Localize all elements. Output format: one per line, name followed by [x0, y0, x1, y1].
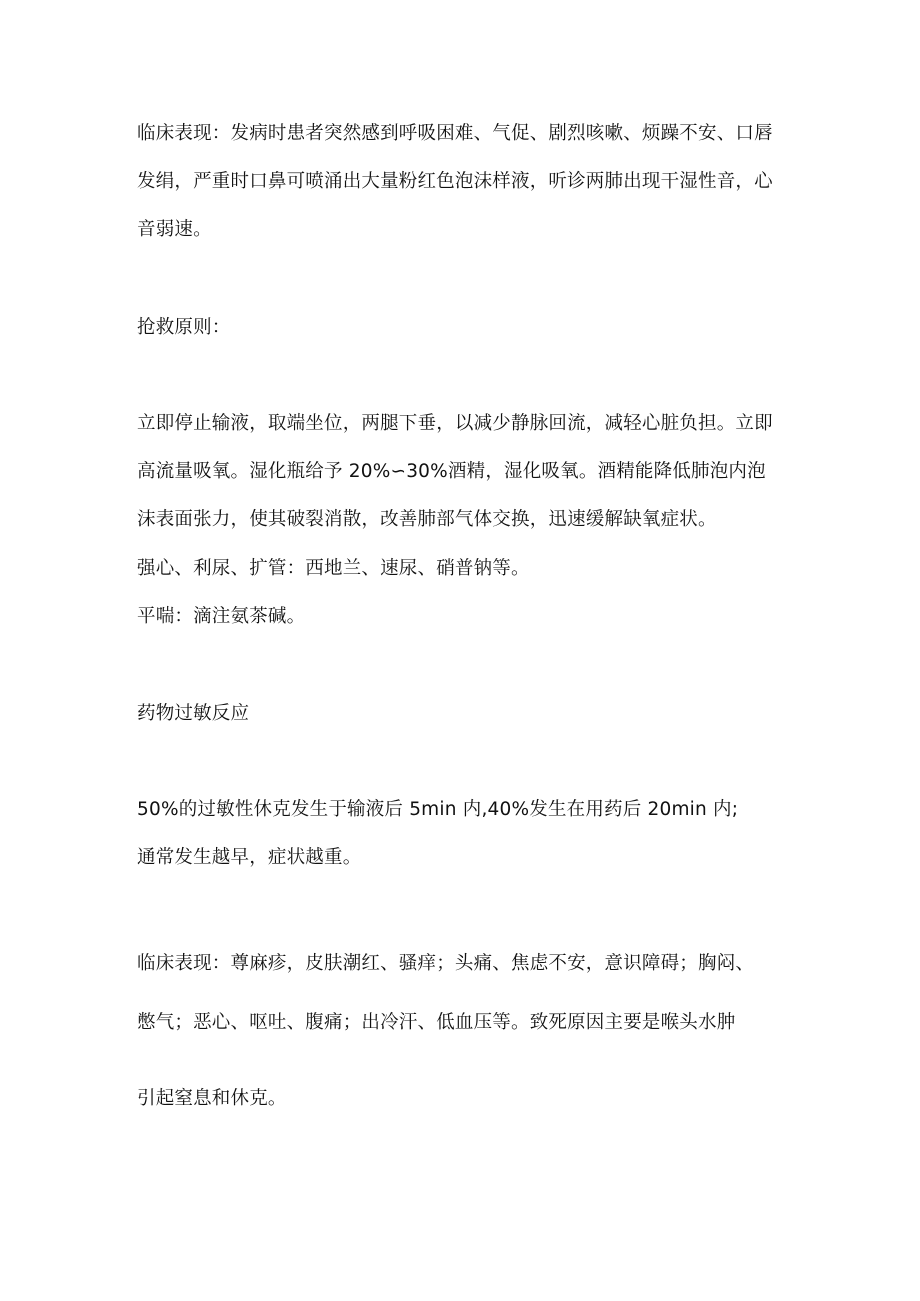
text-line-allergy-2: 通常发生越早，症状越重。: [137, 847, 362, 868]
text-line-rescue-1: 立即停止输液，取端坐位，两腿下垂，以减少静脉回流，减轻心脏负担。立即: [137, 413, 773, 434]
text-line-rescue-2: 高流量吸氧。湿化瓶给予 20%∽30%酒精，湿化吸氧。酒精能降低肺泡内泡: [137, 461, 766, 482]
text-line-symptoms-1: 临床表现：尊麻疹，皮肤潮红、骚痒；头痛、焦虑不安，意识障碍；胸闷、: [137, 953, 755, 974]
text-line-allergy-1: 50%的过敏性休克发生于输液后 5min 内,40%发生在用药后 20min 内;: [137, 799, 739, 820]
text-line-clinical-2: 发绢，严重时口鼻可喷涌出大量粉红色泡沫样液，听诊两肺出现干湿性音，心: [137, 171, 773, 192]
section-heading-rescue: 抢救原则：: [137, 317, 231, 338]
text-line-symptoms-3: 引起窒息和休克。: [137, 1088, 287, 1109]
text-line-cardiac: 强心、利尿、扩管：西地兰、速尿、硝普钠等。: [137, 558, 530, 579]
text-line-clinical-1: 临床表现：发病时患者突然感到呼吸困难、气促、剧烈咳嗽、烦躁不安、口唇: [137, 123, 773, 144]
text-line-asthma: 平喘：滴注氨茶碱。: [137, 606, 306, 627]
text-line-symptoms-2: 憋气；恶心、呕吐、腹痛；出冷汗、低血压等。致死原因主要是喉头水肿: [137, 1012, 736, 1033]
section-heading-allergy: 药物过敏反应: [137, 703, 250, 724]
text-line-rescue-3: 沫表面张力，使其破裂消散，改善肺部气体交换，迅速缓解缺氧症状。: [137, 509, 717, 530]
text-line-clinical-3: 音弱速。: [137, 219, 212, 240]
